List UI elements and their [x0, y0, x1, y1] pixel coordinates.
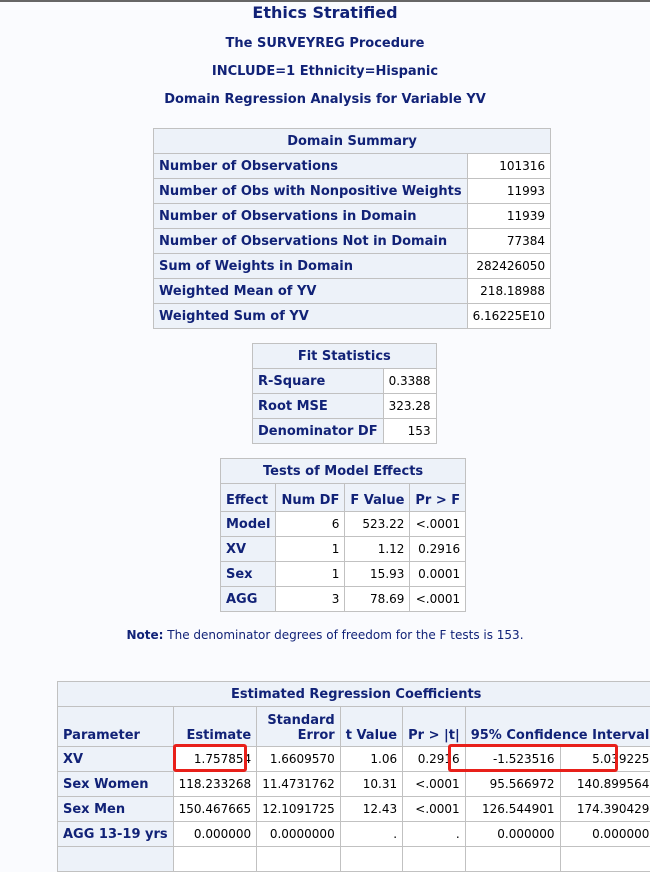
- ci-high: 174.390429: [560, 797, 650, 822]
- table-row: [154, 229, 551, 254]
- model-effects-table: [220, 458, 466, 612]
- estimate: 1.757854: [173, 747, 257, 772]
- table-row: [58, 797, 650, 822]
- domain-summary-table: [153, 128, 551, 329]
- table-row: [58, 847, 650, 872]
- num-df: 6: [276, 512, 345, 537]
- procedure-title: The SURVEYREG Procedure: [0, 36, 650, 51]
- estimate: 150.467665: [173, 797, 257, 822]
- f-value: 78.69: [345, 587, 410, 612]
- parameter-name: Sex Men: [58, 797, 174, 822]
- estimate: 118.233268: [173, 772, 257, 797]
- ci-low: 95.566972: [465, 772, 560, 797]
- col-header-ci: 95% Confidence Interval: [465, 707, 650, 747]
- col-header-f-value: F Value: [345, 484, 410, 512]
- row-label: Weighted Sum of YV: [154, 304, 468, 329]
- std-error: 0.0000000: [257, 822, 341, 847]
- p-value: 0.0001: [410, 562, 466, 587]
- std-error: 12.1091725: [257, 797, 341, 822]
- row-value: 323.28: [383, 394, 436, 419]
- table-row: [154, 154, 551, 179]
- effect-name: AGG: [221, 587, 276, 612]
- col-header-pr-f: Pr > F: [410, 484, 466, 512]
- row-label: Number of Observations Not in Domain: [154, 229, 468, 254]
- row-label: Sum of Weights in Domain: [154, 254, 468, 279]
- col-header-estimate: Estimate: [173, 707, 257, 747]
- effect-name: Sex: [221, 562, 276, 587]
- num-df: 1: [276, 562, 345, 587]
- table-row: [154, 204, 551, 229]
- analysis-title: Domain Regression Analysis for Variable YV: [0, 92, 650, 107]
- f-value: 523.22: [345, 512, 410, 537]
- p-value: <.0001: [403, 772, 466, 797]
- p-value: <.0001: [410, 587, 466, 612]
- num-df: 3: [276, 587, 345, 612]
- estimate: 0.000000: [173, 822, 257, 847]
- num-df: 1: [276, 537, 345, 562]
- row-label: Denominator DF: [253, 419, 384, 444]
- t-value: 12.43: [340, 797, 402, 822]
- parameter-name: AGG 13-19 yrs: [58, 822, 174, 847]
- table-row: [58, 747, 650, 772]
- table-caption: Estimated Regression Coefficients: [58, 682, 650, 707]
- parameter-name: Sex Women: [58, 772, 174, 797]
- col-header-parameter: Parameter: [58, 707, 174, 747]
- col-header-effect: Effect: [221, 484, 276, 512]
- row-value: 0.3388: [383, 369, 436, 394]
- p-value: 0.2916: [410, 537, 466, 562]
- table-caption: Tests of Model Effects: [221, 459, 466, 484]
- col-header-num-df: Num DF: [276, 484, 345, 512]
- row-value: 11993: [467, 179, 550, 204]
- col-header-pr-t: Pr > |t|: [403, 707, 466, 747]
- fit-statistics-table: [252, 343, 437, 444]
- col-header-t-value: t Value: [340, 707, 402, 747]
- note-label: Note:: [126, 628, 163, 642]
- report-title: Ethics Stratified: [0, 3, 650, 22]
- std-error: 11.4731762: [257, 772, 341, 797]
- t-value: 1.06: [340, 747, 402, 772]
- table-row: [154, 179, 551, 204]
- std-error-line2: Error: [298, 728, 335, 743]
- table-row: [221, 587, 466, 612]
- std-error: 1.6609570: [257, 747, 341, 772]
- std-error-line1: Standard: [267, 713, 334, 728]
- row-label: Root MSE: [253, 394, 384, 419]
- p-value: 0.2916: [403, 747, 466, 772]
- row-value: 77384: [467, 229, 550, 254]
- table-row: [253, 419, 437, 444]
- table-row: [58, 822, 650, 847]
- t-value: .: [340, 822, 402, 847]
- table-caption: Fit Statistics: [253, 344, 437, 369]
- note-text: [0, 628, 650, 642]
- row-label: R-Square: [253, 369, 384, 394]
- effect-name: XV: [221, 537, 276, 562]
- ci-high: 0.000000: [560, 822, 650, 847]
- ci-low: 0.000000: [465, 822, 560, 847]
- table-row: [154, 279, 551, 304]
- table-row: [58, 772, 650, 797]
- table-row: [253, 369, 437, 394]
- row-value: 153: [383, 419, 436, 444]
- ci-high: 140.899564: [560, 772, 650, 797]
- table-caption: Domain Summary: [154, 129, 551, 154]
- table-row: [221, 562, 466, 587]
- f-value: 15.93: [345, 562, 410, 587]
- row-value: 11939: [467, 204, 550, 229]
- p-value: .: [403, 822, 466, 847]
- p-value: <.0001: [410, 512, 466, 537]
- table-row: [154, 304, 551, 329]
- row-label: Number of Observations in Domain: [154, 204, 468, 229]
- col-header-std-error: [257, 707, 341, 747]
- ci-low: -1.523516: [465, 747, 560, 772]
- row-label: Weighted Mean of YV: [154, 279, 468, 304]
- table-row: [221, 537, 466, 562]
- ci-high: 5.039225: [560, 747, 650, 772]
- p-value: <.0001: [403, 797, 466, 822]
- table-row: [253, 394, 437, 419]
- f-value: 1.12: [345, 537, 410, 562]
- row-value: 282426050: [467, 254, 550, 279]
- t-value: 10.31: [340, 772, 402, 797]
- table-row: [154, 254, 551, 279]
- row-label: Number of Observations: [154, 154, 468, 179]
- row-value: 218.18988: [467, 279, 550, 304]
- effect-name: Model: [221, 512, 276, 537]
- ci-low: 126.544901: [465, 797, 560, 822]
- row-value: 101316: [467, 154, 550, 179]
- regression-coefficients-table: [57, 681, 650, 872]
- row-label: Number of Obs with Nonpositive Weights: [154, 179, 468, 204]
- parameter-name: XV: [58, 747, 174, 772]
- table-row: [221, 512, 466, 537]
- note-body: The denominator degrees of freedom for the F tests is 153.: [163, 628, 523, 642]
- domain-filter-title: INCLUDE=1 Ethnicity=Hispanic: [0, 64, 650, 79]
- row-value: 6.16225E10: [467, 304, 550, 329]
